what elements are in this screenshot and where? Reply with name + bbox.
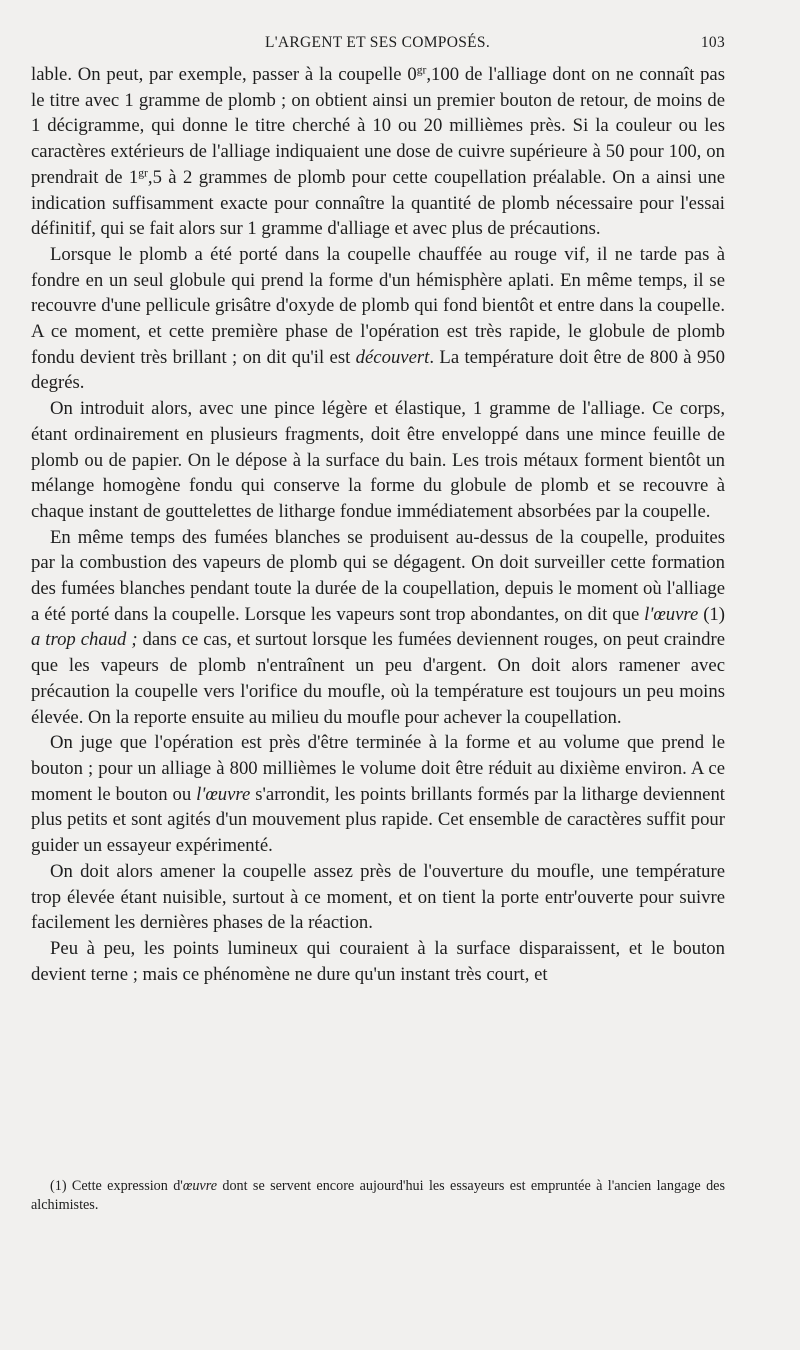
paragraph	[31, 242, 725, 396]
text-run: On juge que l'opération est près d'être terminée à la forme et au volume que prend le bouton ; pour un alliage à 800 millièmes le volume doit être réduit au dixième environ. A ce moment le bouton ou	[31, 732, 725, 805]
footnote-text: dont se servent encore aujourd'hui les essayeurs est empruntée à l'ancien langage des alchimistes.	[31, 1178, 725, 1213]
running-header	[30, 34, 725, 56]
italic-term: découvert	[355, 346, 430, 368]
paragraph	[31, 859, 725, 936]
paragraph	[31, 396, 725, 525]
text-run: On doit alors amener la coupelle assez près de l'ouverture du moufle, une température trop élevée étant nuisible, surtout à ce moment, et on tient la porte entr'ouverte pour suivre facilement les dernières phases de la réaction.	[31, 860, 725, 934]
text-run: dans ce cas, et surtout lorsque les fumées deviennent rouges, on peut craindre que les vapeurs de plomb n'entraînent un peu d'argent. On doit alors ramener avec précaution la coupelle vers l'orifice du moufle, où la température est toujours un peu moins élevée. On la reporte ensuite au milieu du moufle pour achever la coupellation.	[31, 629, 725, 728]
italic-term: l'œuvre	[196, 783, 251, 805]
text-run: Peu à peu, les points lumineux qui couraient à la surface disparaissent, et le bouton devient terne ; mais ce phénomène ne dure qu'un instant très court, et	[31, 937, 725, 985]
paragraph	[31, 936, 725, 987]
unit-superscript: gr	[416, 63, 427, 77]
page-number: 103	[700, 34, 725, 51]
text-run: lable. On peut, par exemple, passer à la coupelle 0	[31, 64, 417, 85]
text-run: ,100 de l'alliage dont on ne connaît pas le titre avec 1 gramme de plomb ; on obtient ainsi un premier bouton de retour, de moins de 1 décigramme, qui donne le titre cherché à 10 ou 20 millièmes près. Si la couleur ou les caractères extérieurs de l'alliage indiquaient une dose de cuivre supérieure à 50 pour 100, on prendrait de 1	[31, 64, 725, 188]
text-run: (1)	[698, 603, 725, 625]
italic-term: œuvre	[182, 1178, 218, 1194]
text-run: . La température doit être de 800 à 950 degrés.	[31, 346, 725, 394]
unit-superscript: gr	[138, 166, 148, 180]
footnote-text: (1) Cette expression d'	[50, 1178, 183, 1194]
text-run: ,5 à 2 grammes de plomb pour cette coupellation préalable. On a ainsi une indication suffisamment exacte pour connaître la quantité de plomb nécessaire pour l'essai définitif, qui se fait alors sur 1 gramme d'alliage et avec plus de précautions.	[31, 166, 726, 240]
text-run: s'arrondit, les points brillants formés par la litharge deviennent plus petits et sont agités d'un mouvement plus rapide. Cet ensemble de caractères suffit pour guider un essayeur expérimenté.	[31, 783, 725, 857]
italic-term: a trop chaud ;	[31, 629, 138, 651]
italic-term: l'œuvre	[644, 603, 699, 625]
footnotes	[31, 1177, 725, 1215]
paragraph	[31, 62, 725, 242]
paragraph	[31, 730, 725, 859]
paragraph	[31, 525, 725, 731]
text-run: En même temps des fumées blanches se produisent au-dessus de la coupelle, produites par la combustion des vapeurs de plomb qui se dégagent. On doit surveiller cette formation des fumées blanches pendant toute la durée de la coupellation, depuis le moment où l'alliage a été porté dans la coupelle. Lorsque les vapeurs sont trop abondantes, on dit que	[31, 526, 725, 625]
text-run: On introduit alors, avec une pince légère et élastique, 1 gramme de l'alliage. Ce corps, étant ordinairement en plusieurs fragments, doit être enveloppé dans une mince feuille de plomb ou de papier. On le dépose à la surface du bain. Les trois métaux forment bientôt un mélange homogène fondu qui conserve la forme du globule de plomb et se recouvre à chaque instant de gouttelettes de litharge fondue immédiatement absorbées par la coupelle.	[31, 398, 725, 522]
footnote	[31, 1177, 725, 1215]
text-run: Lorsque le plomb a été porté dans la coupelle chauffée au rouge vif, il ne tarde pas à fondre en un seul globule qui prend la forme d'un hémisphère aplati. En même temps, il se recouvre d'une pellicule grisâtre d'oxyde de plomb qui fond bientôt et entre dans la coupelle. A ce moment, et cette première phase de l'opération est très rapide, le globule de plomb fondu devient très brillant ; on dit qu'il est	[31, 243, 725, 368]
running-title: L'ARGENT ET SES COMPOSÉS.	[264, 34, 491, 51]
body-text	[31, 62, 725, 987]
